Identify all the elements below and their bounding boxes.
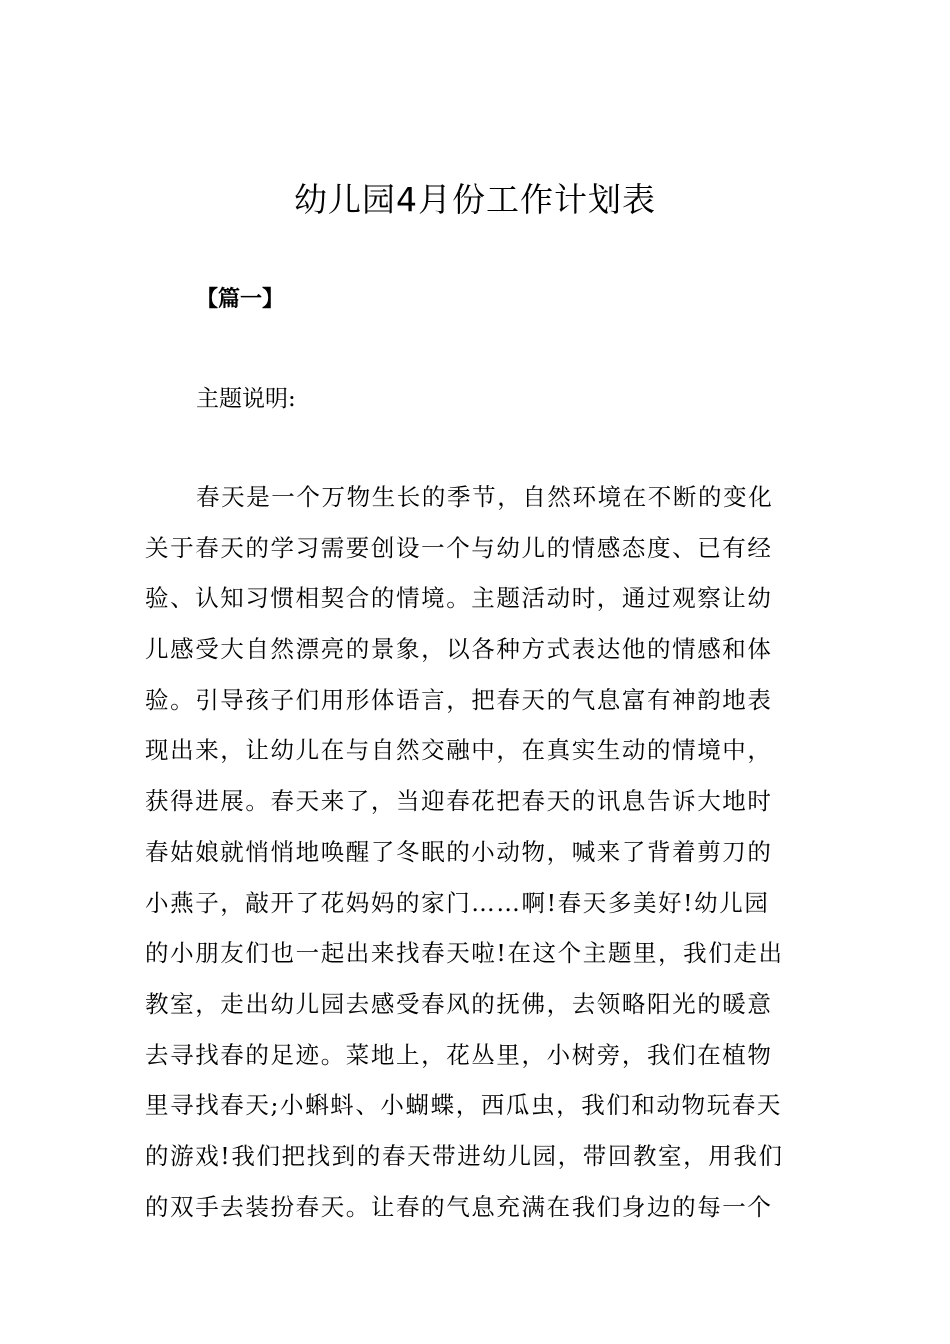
paragraph-line: 去寻找春的足迹。菜地上，花丛里，小树旁，我们在植物 (145, 1040, 773, 1069)
paragraph-line: 的双手去装扮春天。让春的气息充满在我们身边的每一个 (145, 1192, 773, 1221)
paragraph-line: 春天是一个万物生长的季节，自然环境在不断的变化 (196, 483, 774, 511)
document-title: 幼儿园4月份工作计划表 (294, 180, 656, 219)
section-heading: 【篇一】 (196, 287, 285, 312)
paragraph-line: 春姑娘就悄悄地唤醒了冬眠的小动物，喊来了背着剪刀的 (145, 837, 773, 866)
paragraph-line: 小燕子，敲开了花妈妈的家门……啊!春天多美好!幼儿园 (145, 888, 770, 917)
paragraph-line: 儿感受大自然漂亮的景象，以各种方式表达他的情感和体 (145, 635, 773, 664)
paragraph-line: 的游戏!我们把找到的春天带进幼儿园，带回教室，用我们 (145, 1141, 784, 1170)
paragraph-line: 验、认知习惯相契合的情境。主题活动时，通过观察让幼 (145, 584, 773, 613)
paragraph-line: 教室，走出幼儿园去感受春风的抚佛，去领略阳光的暖意 (145, 989, 773, 1018)
paragraph-line: 的小朋友们也一起出来找春天啦!在这个主题里，我们走出 (145, 939, 784, 968)
body-paragraph (145, 477, 810, 1237)
paragraph-line: 关于春天的学习需要创设一个与幼儿的情感态度、已有经 (145, 533, 773, 562)
paragraph-line: 获得进展。春天来了，当迎春花把春天的讯息告诉大地时 (145, 787, 773, 816)
topic-label: 主题说明: (196, 386, 296, 412)
paragraph-line: 现出来，让幼儿在与自然交融中，在真实生动的情境中， (145, 736, 773, 765)
paragraph-line: 验。引导孩子们用形体语言，把春天的气息富有神韵地表 (145, 685, 773, 714)
paragraph-line: 里寻找春天;小蝌蚪、小蝴蝶，西瓜虫，我们和动物玩春天 (145, 1091, 783, 1120)
